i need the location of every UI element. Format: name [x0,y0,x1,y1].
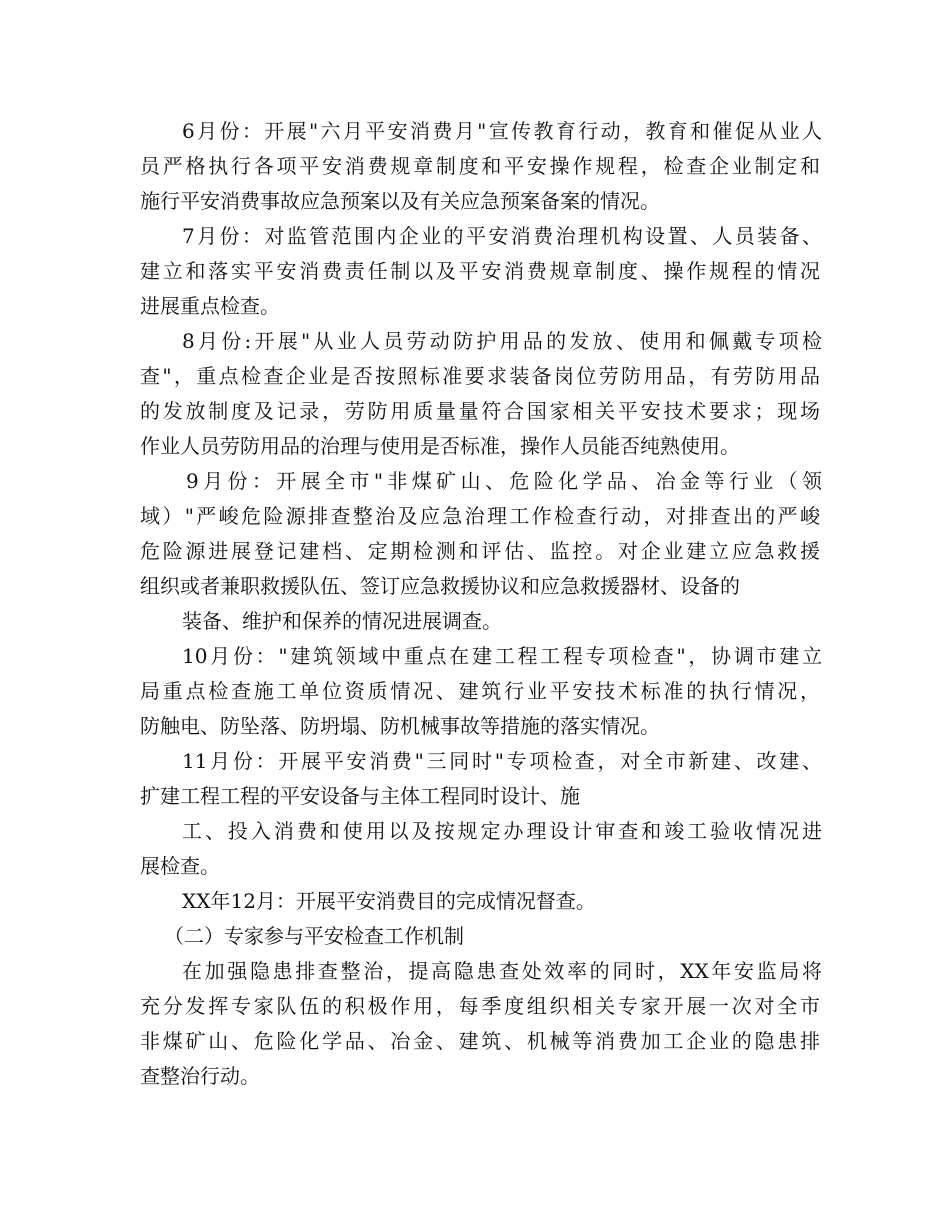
paragraph-line: 扩建工程工程的平安设备与主体工程同时设计、施 [140,784,580,808]
paragraph-line: 9月份：开展全市"非煤矿山、危险化学品、冶金等行业（领 [186,469,822,493]
paragraph-line: 非煤矿山、危险化学品、冶金、建筑、机械等消费加工企业的隐患排 [140,1029,820,1053]
paragraph-line: 进展重点检查。 [140,294,280,318]
paragraph-line: 10月份："建筑领域中重点在建工程工程专项检查"，协调市建立 [182,644,822,668]
paragraph-line: 11月份：开展平安消费"三同时"专项检查，对全市新建、改建、 [182,749,822,773]
paragraph-line: 工、投入消费和使用以及按规定办理设计审查和竣工验收情况进 [182,819,822,843]
paragraph-line: 局重点检查施工单位资质情况、建筑行业平安技术标准的执行情况， [140,679,820,703]
paragraph-line: 组织或者兼职救援队伍、签订应急救援协议和应急救援器材、设备的 [140,574,740,598]
paragraph-line: 装备、维护和保养的情况进展调查。 [182,609,502,633]
paragraph-line: 域）"严峻危险源排查整治及应急治理工作检查行动，对排查出的严峻 [140,504,820,528]
paragraph-line: 查"，重点检查企业是否按照标准要求装备岗位劳防用品，有劳防用品 [140,364,820,388]
paragraph-line: 查整治行动。 [140,1064,260,1088]
paragraph-line: 作业人员劳防用品的治理与使用是否标准，操作人员能否纯熟使用。 [140,434,740,458]
paragraph-line: 防触电、防坠落、防坍塌、防机械事故等措施的落实情况。 [140,714,660,738]
paragraph-line: 充分发挥专家队伍的积极作用，每季度组织相关专家开展一次对全市 [140,994,820,1018]
paragraph-line: 展检查。 [140,854,220,878]
paragraph-line: 7月份：对监管范围内企业的平安消费治理机构设置、人员装备、 [182,224,822,248]
paragraph-line: 危险源进展登记建档、定期检测和评估、监控。对企业建立应急救援 [140,539,820,563]
paragraph-line: 在加强隐患排查整治，提高隐患查处效率的同时，XX年安监局将 [182,959,822,983]
section-heading: （二）专家参与平安检查工作机制 [164,924,464,948]
paragraph-line: 6月份：开展"六月平安消费月"宣传教育行动，教育和催促从业人 [182,119,822,143]
paragraph-line: 的发放制度及记录，劳防用质量量符合国家相关平安技术要求；现场 [140,399,820,423]
paragraph-line: 8月份:开展"从业人员劳动防护用品的发放、使用和佩戴专项检 [182,329,822,353]
paragraph-line: XX年12月：开展平安消费目的完成情况督查。 [182,889,596,913]
paragraph-line: 员严格执行各项平安消费规章制度和平安操作规程，检查企业制定和 [140,154,820,178]
paragraph-line: 建立和落实平安消费责任制以及平安消费规章制度、操作规程的情况 [140,259,820,283]
paragraph-line: 施行平安消费事故应急预案以及有关应急预案备案的情况。 [140,189,660,213]
